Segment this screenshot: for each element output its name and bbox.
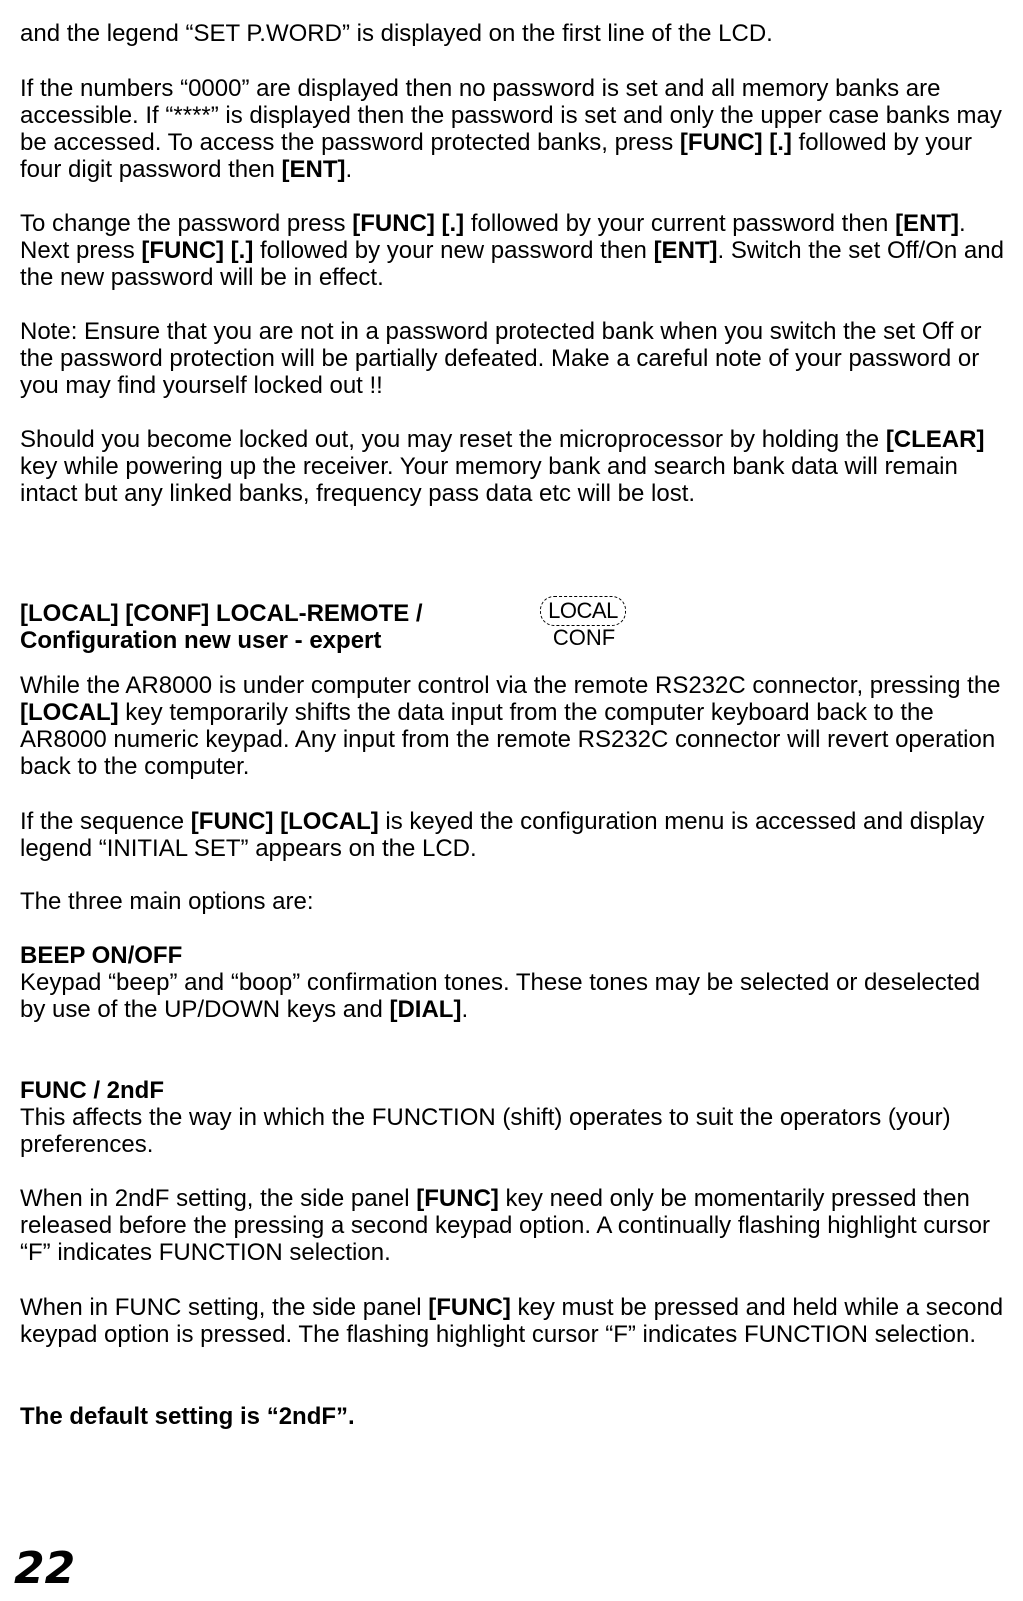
option-beep [20, 942, 1010, 1023]
text: Note: Ensure that you are not in a password protected bank when you switch the set Off or the password protection will be partially defeated. Make a careful note of your password or you may find yourself locked out !! [20, 318, 982, 399]
text: The three main options are: [20, 888, 314, 915]
text: key while powering up the receiver. Your memory bank and search bank data will remain intact but any linked banks, frequency pass data etc will be lost. [20, 453, 958, 507]
text: followed by your four digit password then [20, 129, 972, 183]
paragraph-change-password [20, 210, 1010, 291]
paragraph-locked-out [20, 426, 1010, 507]
key-func: [FUNC] [416, 1185, 499, 1212]
local-conf-key-icon [540, 596, 630, 656]
section-heading [20, 600, 580, 654]
text: . Next press [20, 210, 966, 264]
text: key must be pressed and held while a second keypad option is pressed. The flashing highlight cursor “F” indicates FUNCTION selection. [20, 1294, 1004, 1348]
key-ent: [ENT] [895, 210, 960, 237]
text: . [461, 996, 469, 1023]
paragraph-func-setting [20, 1294, 1010, 1348]
text: . Switch the set Off/On and the new password will be in effect. [20, 237, 1004, 291]
text: If the sequence [20, 808, 191, 835]
key-func-dot: [FUNC] [.] [141, 237, 254, 264]
paragraph-2ndf-setting [20, 1185, 1010, 1266]
text: When in 2ndF setting, the side panel [20, 1185, 417, 1212]
text: . [345, 156, 353, 183]
text: Keypad “beep” and “boop” confirmation tones. These tones may be selected or deselected by use of the UP/DOWN keys and [20, 969, 981, 1023]
text: followed by your current password then [464, 210, 896, 237]
key-ent: [ENT] [653, 237, 718, 264]
paragraph-note [20, 318, 1010, 399]
key-func-dot: [FUNC] [.] [679, 129, 792, 156]
text: To change the password press [20, 210, 353, 237]
local-key-label: LOCAL [540, 596, 626, 626]
page-number: 22 [14, 1543, 76, 1594]
key-local: [LOCAL] [20, 699, 119, 726]
option-beep-heading: BEEP ON/OFF [20, 942, 183, 969]
section-heading-line2: Configuration new user - expert [20, 627, 382, 654]
key-func-dot: [FUNC] [.] [352, 210, 465, 237]
default-setting-text: The default setting is “2ndF”. [20, 1403, 355, 1430]
text: Should you become locked out, you may reset the microprocessor by holding the [20, 426, 886, 453]
option-func-body: This affects the way in which the FUNCTION (shift) operates to suit the operators (your) preferences. [20, 1104, 951, 1158]
text: key temporarily shifts the data input from the computer keyboard back to the AR8000 numeric keypad. Any input from the remote RS232C connector will revert operation back to the computer. [20, 699, 996, 780]
option-beep-body [20, 969, 1010, 1023]
key-clear: [CLEAR] [885, 426, 985, 453]
paragraph-password-display [20, 75, 1010, 183]
option-func-2ndf [20, 1077, 1010, 1158]
conf-key-label: CONF [552, 625, 616, 650]
text: is keyed the configuration menu is accessed and display legend “INITIAL SET” appears on the LCD. [20, 808, 985, 862]
paragraph-remote-control [20, 672, 1010, 780]
paragraph-main-options [20, 888, 1010, 915]
option-func-heading: FUNC / 2ndF [20, 1077, 164, 1104]
section-heading-line1: [LOCAL] [CONF] LOCAL-REMOTE / [20, 600, 423, 627]
text: followed by your new password then [253, 237, 654, 264]
key-dial: [DIAL] [389, 996, 462, 1023]
text: When in FUNC setting, the side panel [20, 1294, 429, 1321]
text: If the numbers “0000” are displayed then no password is set and all memory banks are accessible. If “****” is displayed then the password is set and only the upper case banks may be accessed. To access the password protected banks, press [20, 75, 1002, 156]
text: While the AR8000 is under computer control via the remote RS232C connector, pressing the [20, 672, 1001, 699]
key-ent: [ENT] [281, 156, 346, 183]
paragraph-config-menu [20, 808, 1010, 862]
key-func-local: [FUNC] [LOCAL] [190, 808, 379, 835]
text: and the legend “SET P.WORD” is displayed on the first line of the LCD. [20, 20, 773, 47]
text: key need only be momentarily pressed then released before the pressing a second keypad option. A continually flashing highlight cursor “F” indicates FUNCTION selection. [20, 1185, 990, 1266]
key-func: [FUNC] [428, 1294, 511, 1321]
paragraph-legend [20, 20, 1010, 47]
paragraph-default-setting [20, 1403, 1010, 1430]
